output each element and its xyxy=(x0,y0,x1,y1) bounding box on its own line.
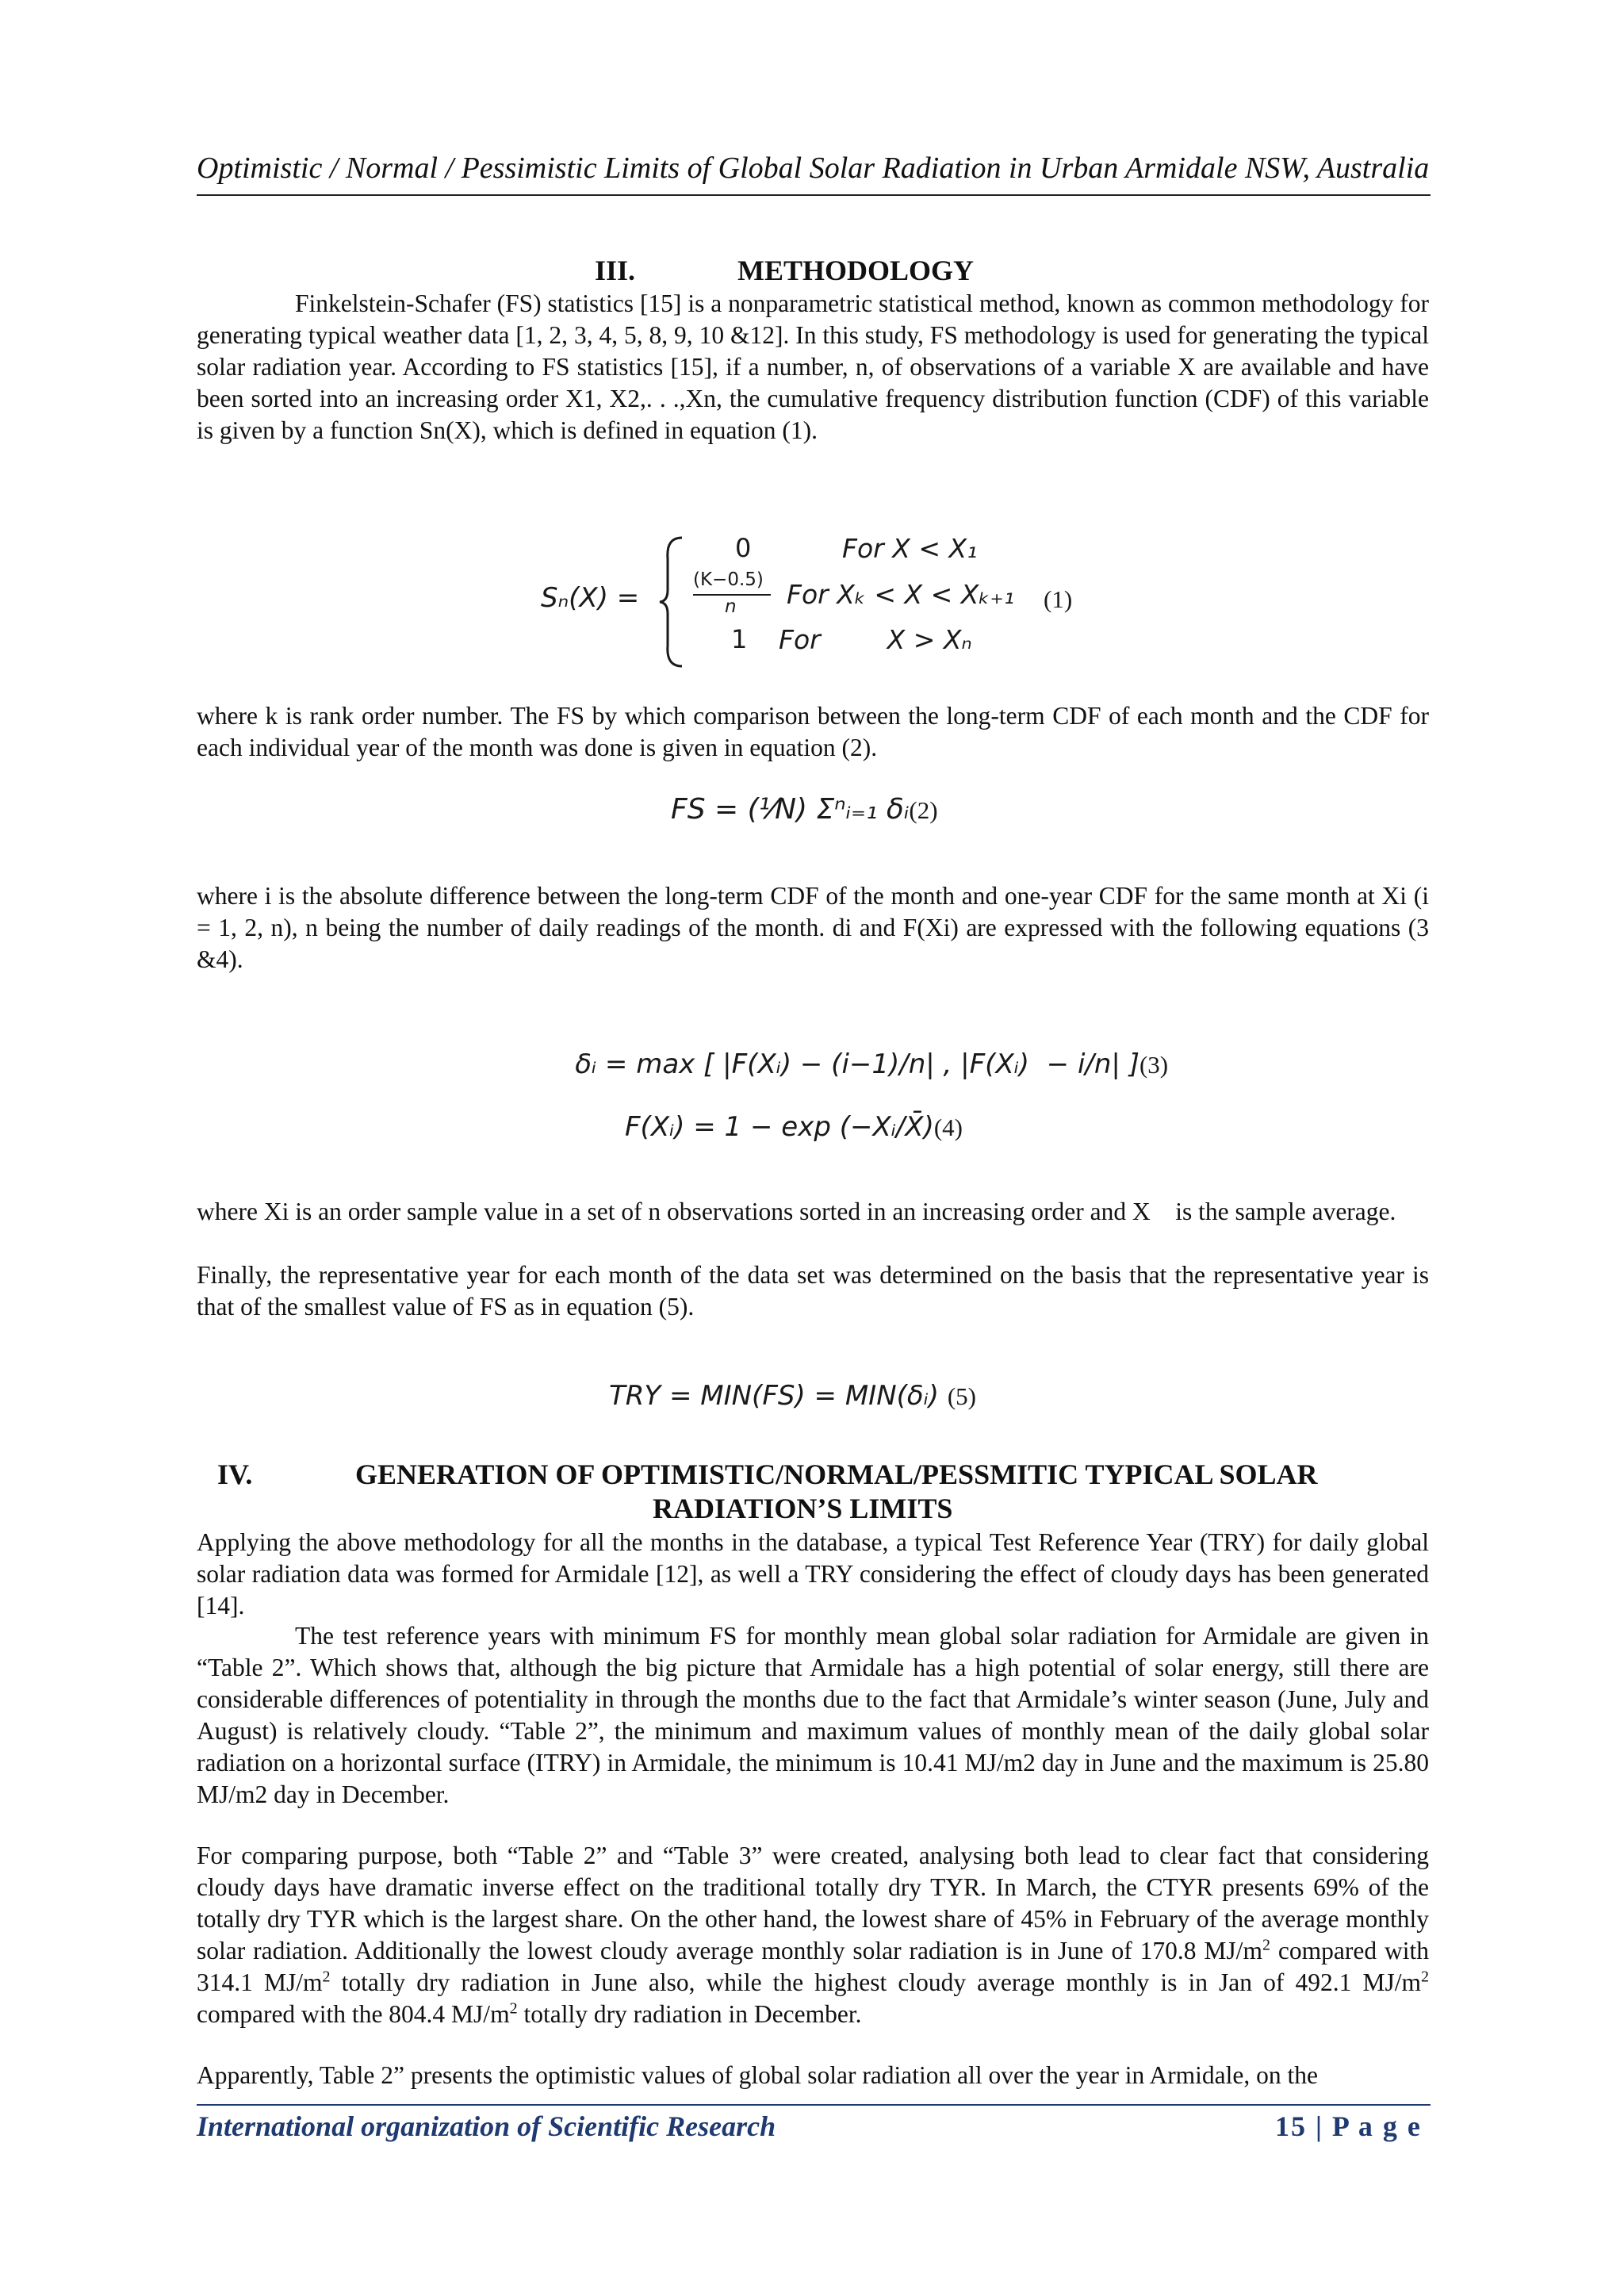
eq2-label: (2) xyxy=(909,796,938,824)
footer-rule xyxy=(197,2104,1431,2106)
eq4-label: (4) xyxy=(933,1114,963,1141)
equation-3 xyxy=(541,1017,1168,1112)
methodology-paragraph-4: where Xi is an order sample value in a set of n observations sorted in an increasing order and X is the sample average. xyxy=(197,1198,1396,1225)
methodology-paragraph-1: Finkelstein-Schafer (FS) statistics [15] is a nonparametric statistical method, known as common methodology for generating typical weather data [1, 2, 3, 4, 5, 8, 9, 10 &12]. In this study, FS methodology is used for generating the typical solar radiation year. According to FS statistics [15], if a number, n, of observations of a variable X are available and have been sorted into an increasing order X1, X2,. . .,Xn, the cumulative frequency distribution function (CDF) of this variable is given by a function Sn(X), which is defined in equation (1). xyxy=(197,289,1429,444)
results-paragraph-4: Apparently, Table 2” presents the optimistic values of global solar radiation all over the year in Armidale, on the xyxy=(197,2061,1319,2089)
results-paragraph-3: For comparing purpose, both “Table 2” and “Table 3” were created, analysing both lead to clear fact that considering cloudy days have dramatic inverse effect on the traditional totally dry TYR. In March, the CTYR presents 69% of the totally dry TYR which is the largest share. On the other hand, the lowest share of 45% in February of the average monthly solar radiation. Additionally the lowest cloudy average monthly solar radiation is in June of 170.8 $MJ/m^2$ compared with 314.1 $MJ/m^2$ totally dry radiation in June also, while the highest cloudy average monthly is in Jan of 492.1 $MJ/m^2$ compared with the 804.4 $MJ/m^2$ totally dry radiation in December. xyxy=(197,1842,1429,2028)
left-brace-icon xyxy=(658,535,685,669)
methodology-paragraph-3: where i is the absolute difference between the long-term CDF of the month and one-year CDF for the same month at Xi (i = 1, 2, n), n being the number of daily readings of the month. di and F(Xi) are expressed with the following equations (3 &4). xyxy=(197,882,1429,973)
section-3-title: METHODOLOGY xyxy=(737,255,975,286)
results-paragraph-2: The test reference years with minimum FS for monthly mean global solar radiation for Armidale are given in “Table 2”. Which shows that, although the big picture that Armidale has a high potential of solar energy, still there are considerable differences of potentiality in through the months due to the fact that Armidale’s winter season (June, July and August) is relatively cloudy. “Table 2”, the minimum and maximum values of monthly mean of the daily global solar radiation on a horizontal surface (ITRY) in Armidale, the minimum is 10.41 MJ/m2 day in June and the maximum is 25.80 MJ/m2 day in December. xyxy=(197,1622,1429,1808)
eq1-row2-denominator: n xyxy=(725,596,737,617)
section-4-title-line-1: GENERATION OF OPTIMISTIC/NORMAL/PESSMITIC TYPICAL SOLAR xyxy=(355,1458,1318,1490)
methodology-paragraph-5: Finally, the representative year for each month of the data set was determined on the basis that the representative year is that of the smallest value of FS as in equation (5). xyxy=(197,1261,1429,1320)
methodology-paragraph-2: where k is rank order number. The FS by which comparison between the long-term CDF of each month and the CDF for each individual year of the month was done is given in equation (2). xyxy=(197,702,1429,761)
section-4-number: IV. xyxy=(217,1458,253,1490)
eq1-row3-value: 1 xyxy=(731,624,748,654)
running-header: Optimistic / Normal / Pessimistic Limits of Global Solar Radiation in Urban Armidale NSW, Australia xyxy=(197,151,1430,185)
eq1-row2-condition: For Xₖ < X < Xₖ₊₁ xyxy=(787,579,1015,610)
eq1-row1-condition: For X < X₁ xyxy=(842,533,978,564)
results-paragraph-1: Applying the above methodology for all the months in the database, a typical Test Reference Year (TRY) for daily global solar radiation data was formed for Armidale [12], as well a TRY considering the effect of cloudy days has been generated [14]. xyxy=(197,1528,1429,1619)
eq1-row3-condition: For X > Xₙ xyxy=(779,624,972,655)
eq1-label: (1) xyxy=(1044,585,1073,613)
equation-5 xyxy=(609,1380,976,1412)
section-4-title-line-2: RADIATION’S LIMITS xyxy=(653,1493,953,1524)
eq3-label: (3) xyxy=(1139,1051,1169,1079)
eq4-expression: F(Xᵢ) = 1 − exp (−Xᵢ/X̄) xyxy=(625,1111,934,1143)
eq3-expression: δᵢ = max [ |F(Xᵢ) − (i−1)/n| , |F(Xᵢ) − i/n| ] xyxy=(575,1048,1139,1080)
equation-4 xyxy=(625,1111,963,1143)
eq1-fraction-bar xyxy=(693,594,771,596)
page-number: 15 | P a g e xyxy=(1275,2110,1422,2142)
eq2-expression: FS = (¹⁄N) Σⁿᵢ₌₁ δᵢ xyxy=(671,793,910,826)
eq1-row2-numerator: (K−0.5) xyxy=(693,569,764,590)
journal-name: International organization of Scientific Research xyxy=(197,2110,776,2142)
eq1-row1-value: 0 xyxy=(735,533,752,563)
section-3-number: III. xyxy=(595,255,636,286)
eq5-expression: TRY = MIN(FS) = MIN(δᵢ) xyxy=(609,1380,940,1412)
eq5-label: (5) xyxy=(947,1382,977,1410)
equation-1 xyxy=(541,530,1096,673)
eq1-lhs: Sₙ(X) = xyxy=(541,582,640,614)
header-rule xyxy=(197,194,1431,196)
equation-2 xyxy=(671,793,938,826)
